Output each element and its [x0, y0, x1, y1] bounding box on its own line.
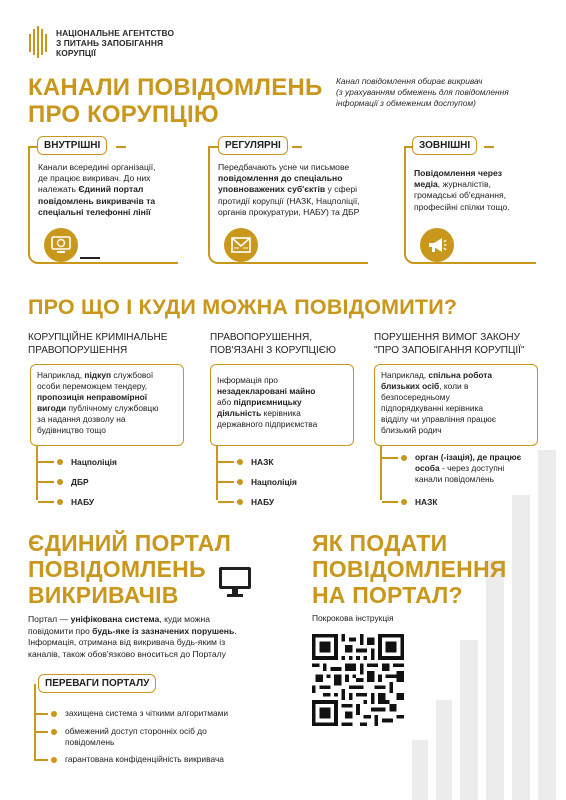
- bg-bar: [538, 450, 556, 800]
- col1-example-box: Наприклад, підкуп службової особи переможцем тендеру, пропозиція неправомірної вигоди публічному службовцю за надання дозволу на будівництво тощо: [30, 364, 184, 446]
- bg-bar: [412, 740, 428, 800]
- mail-envelope-icon: [224, 228, 258, 262]
- external-channel-text: Повідомлення через медіа, журналістів, громадські об'єднання, професійні спілки тощо.: [414, 168, 510, 212]
- recipient-nazk: НАЗК: [382, 497, 437, 507]
- advantage-item: обмежений доступ сторонніх осіб до повідомлень: [34, 726, 207, 748]
- advantage-item: гарантована конфіденційність викривача: [34, 754, 224, 765]
- advantage-item: захищена система з чіткими алгоритмами: [34, 708, 228, 719]
- bg-bar: [460, 640, 478, 800]
- recipient-nazk: НАЗК: [218, 457, 273, 467]
- recipient-dbr: ДБР: [38, 477, 89, 487]
- regular-frame-top: [292, 146, 302, 148]
- advantages-tree-line: [34, 684, 36, 760]
- internal-frame-top: [116, 146, 126, 148]
- howto-subtitle: Покрокова інструкція: [312, 613, 394, 623]
- device-line: [80, 257, 100, 259]
- org-name: НАЦІОНАЛЬНЕ АГЕНТСТВО З ПИТАНЬ ЗАПОБІГАННЯ КОРУПЦІЇ: [56, 28, 175, 58]
- recipient-employer-organ: орган (-ізація), де працює особа - через доступні канали повідомлень: [382, 452, 521, 485]
- external-frame-top: [484, 146, 494, 148]
- external-channel-tag: ЗОВНІШНІ: [412, 136, 477, 155]
- col3-heading: ПОРУШЕННЯ ВИМОГ ЗАКОНУ "ПРО ЗАПОБІГАННЯ КОРУПЦІЇ": [374, 332, 525, 356]
- col3-example-box: Наприклад, спільна робота близьких осіб, коли в безпосередньому підпорядкуванні керівника відділу чи управління працює близький родич: [374, 364, 538, 446]
- recipient-nabu: НАБУ: [218, 497, 274, 507]
- portal-title: ЄДИНИЙ ПОРТАЛ ПОВІДОМЛЕНЬ ВИКРИВАЧІВ: [28, 530, 232, 608]
- advantages-tag: ПЕРЕВАГИ ПОРТАЛУ: [38, 674, 156, 693]
- internal-channel-text: Канали всередині організації, де працює викривач. До них належать Єдиний портал повідомлень викривачів та спеціальні телефонні лінії: [38, 162, 156, 217]
- megaphone-icon: [420, 228, 454, 262]
- page-title: КАНАЛИ ПОВІДОМЛЕНЬ ПРО КОРУПЦІЮ: [28, 74, 323, 128]
- nacp-logo-icon: [28, 26, 50, 58]
- recipient-nabu: НАБУ: [38, 497, 94, 507]
- recipient-natspolitsiia: Нацполіція: [218, 477, 297, 487]
- col2-example-box: Інформація про незадекларовані майно або підприємницьку діяльність керівника державного підприємства: [210, 364, 354, 446]
- regular-frame-top: [208, 146, 218, 148]
- regular-channel-tag: РЕГУЛЯРНІ: [218, 136, 288, 155]
- bg-bar: [512, 495, 530, 800]
- internal-channel-tag: ВНУТРІШНІ: [37, 136, 107, 155]
- phone-portal-icon: [44, 228, 78, 262]
- channel-note: Канал повідомлення обирає викривач (з урахуванням обмежень для повідомлення інформації з обмеженим доступом): [336, 76, 509, 108]
- howto-title: ЯК ПОДАТИ ПОВІДОМЛЕННЯ НА ПОРТАЛ?: [312, 530, 507, 608]
- bg-bar: [436, 700, 452, 800]
- regular-channel-text: Передбачають усне чи письмове повідомлення до спеціально уповноважених суб'єктів у сфері протидії корупції (НАЗК, Нацполіції, органів прокуратури, НАБУ) та ДБР: [218, 162, 360, 217]
- col2-heading: ПРАВОПОРУШЕННЯ, ПОВ'ЯЗАНІ З КОРУПЦІЄЮ: [210, 332, 337, 356]
- section-what-where-title: ПРО ЩО І КУДИ МОЖНА ПОВІДОМИТИ?: [28, 295, 458, 319]
- computer-monitor-icon: [218, 566, 252, 598]
- recipient-natspolitsiia: Нацполіція: [38, 457, 117, 467]
- portal-description: Портал — уніфікована система, куди можна повідомити про будь-яке із зазначених порушень. Інформація, отримана від викривача будь-яким із каналів, також обов'язково вноситься до Порталу: [28, 614, 237, 659]
- qr-code-icon[interactable]: [312, 634, 404, 726]
- col1-heading: КОРУПЦІЙНЕ КРИМІНАЛЬНЕ ПРАВОПОРУШЕННЯ: [28, 332, 168, 356]
